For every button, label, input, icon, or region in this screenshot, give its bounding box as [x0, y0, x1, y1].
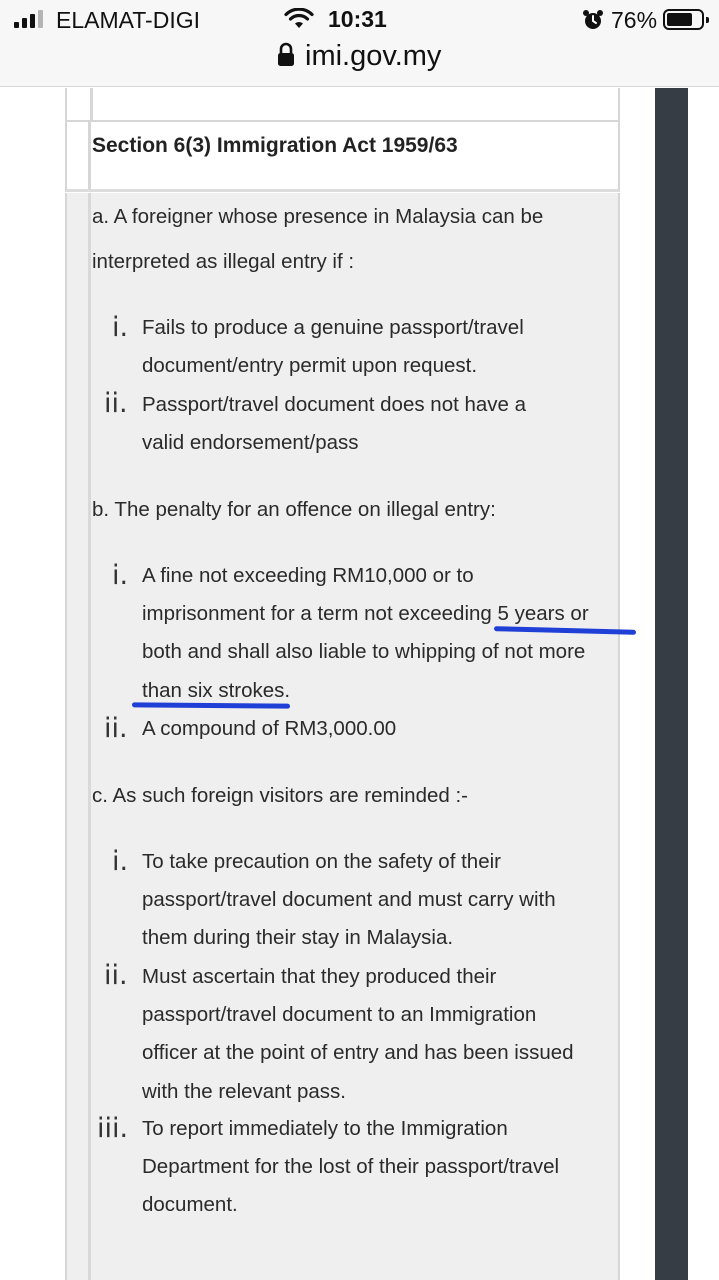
list-item-line: with the relevant pass.	[142, 1079, 346, 1103]
list-numeral: i.	[112, 560, 129, 591]
paragraph-b	[92, 487, 612, 532]
paragraph-c	[92, 773, 612, 818]
paragraph-b-line: b. The penalty for an offence on illegal entry:	[92, 498, 496, 521]
list-item	[142, 557, 622, 710]
paragraph-c-line: c. As such foreign visitors are reminded :-	[92, 784, 468, 807]
paragraph-a-line: interpreted as illegal entry if :	[92, 250, 355, 273]
list-item-line: them during their stay in Malaysia.	[142, 926, 454, 950]
list-item-line: imprisonment for a term not exceeding 5 years or	[142, 602, 589, 626]
signal-icon	[14, 10, 43, 28]
list-numeral: iii.	[97, 1113, 129, 1144]
browser-top-bar	[0, 0, 719, 87]
list-item-line: valid endorsement/pass	[142, 431, 359, 455]
list-numeral: ii.	[104, 388, 128, 419]
list-item	[142, 958, 622, 1111]
paragraph-a-line: a. A foreigner whose presence in Malaysia can be	[92, 205, 544, 228]
list-item-line: than six strokes.	[142, 678, 291, 702]
list-item	[142, 1110, 622, 1225]
list-numeral: i.	[112, 846, 129, 877]
list-numeral: ii.	[104, 713, 128, 744]
list-item-line: Passport/travel document does not have a	[142, 393, 527, 416]
list-item-line: document.	[142, 1193, 238, 1217]
list-item-line: Fails to produce a genuine passport/travel	[142, 316, 524, 339]
list-item-line: A compound of RM3,000.00	[142, 717, 397, 740]
list-numeral: i.	[112, 312, 129, 343]
battery-icon	[663, 9, 704, 30]
lock-icon	[276, 42, 296, 68]
previous-table-row	[65, 88, 620, 120]
scrollbar[interactable]	[655, 88, 688, 1280]
list-item-line: both and shall also liable to whipping of not more	[142, 640, 586, 664]
list-item	[142, 710, 622, 748]
list-item-line: passport/travel document to an Immigration	[142, 1003, 537, 1027]
carrier-name: ELAMAT-DIGI	[56, 7, 200, 33]
battery-percentage: 76%	[611, 7, 658, 33]
list-item	[142, 386, 622, 462]
list-item-line: To report immediately to the Immigration	[142, 1117, 508, 1140]
list-item	[142, 309, 622, 385]
list-item-line: Must ascertain that they produced their	[142, 965, 497, 988]
alarm-icon	[582, 9, 604, 31]
status-time: 10:31	[328, 6, 387, 32]
section-title: Section 6(3) Immigration Act 1959/63	[92, 134, 458, 157]
list-numeral: ii.	[104, 960, 128, 991]
url-field[interactable]: imi.gov.my	[305, 40, 442, 72]
paragraph-a	[92, 194, 612, 284]
list-item	[142, 843, 622, 958]
wifi-icon	[284, 8, 314, 30]
list-item-line: document/entry permit upon request.	[142, 354, 478, 378]
list-item-line: A fine not exceeding RM10,000 or to	[142, 564, 474, 587]
list-item-line: passport/travel document and must carry with	[142, 888, 556, 912]
list-item-line: To take precaution on the safety of their	[142, 850, 501, 873]
list-item-line: officer at the point of entry and has been issued	[142, 1041, 574, 1065]
list-item-line: Department for the lost of their passport/travel	[142, 1155, 560, 1179]
